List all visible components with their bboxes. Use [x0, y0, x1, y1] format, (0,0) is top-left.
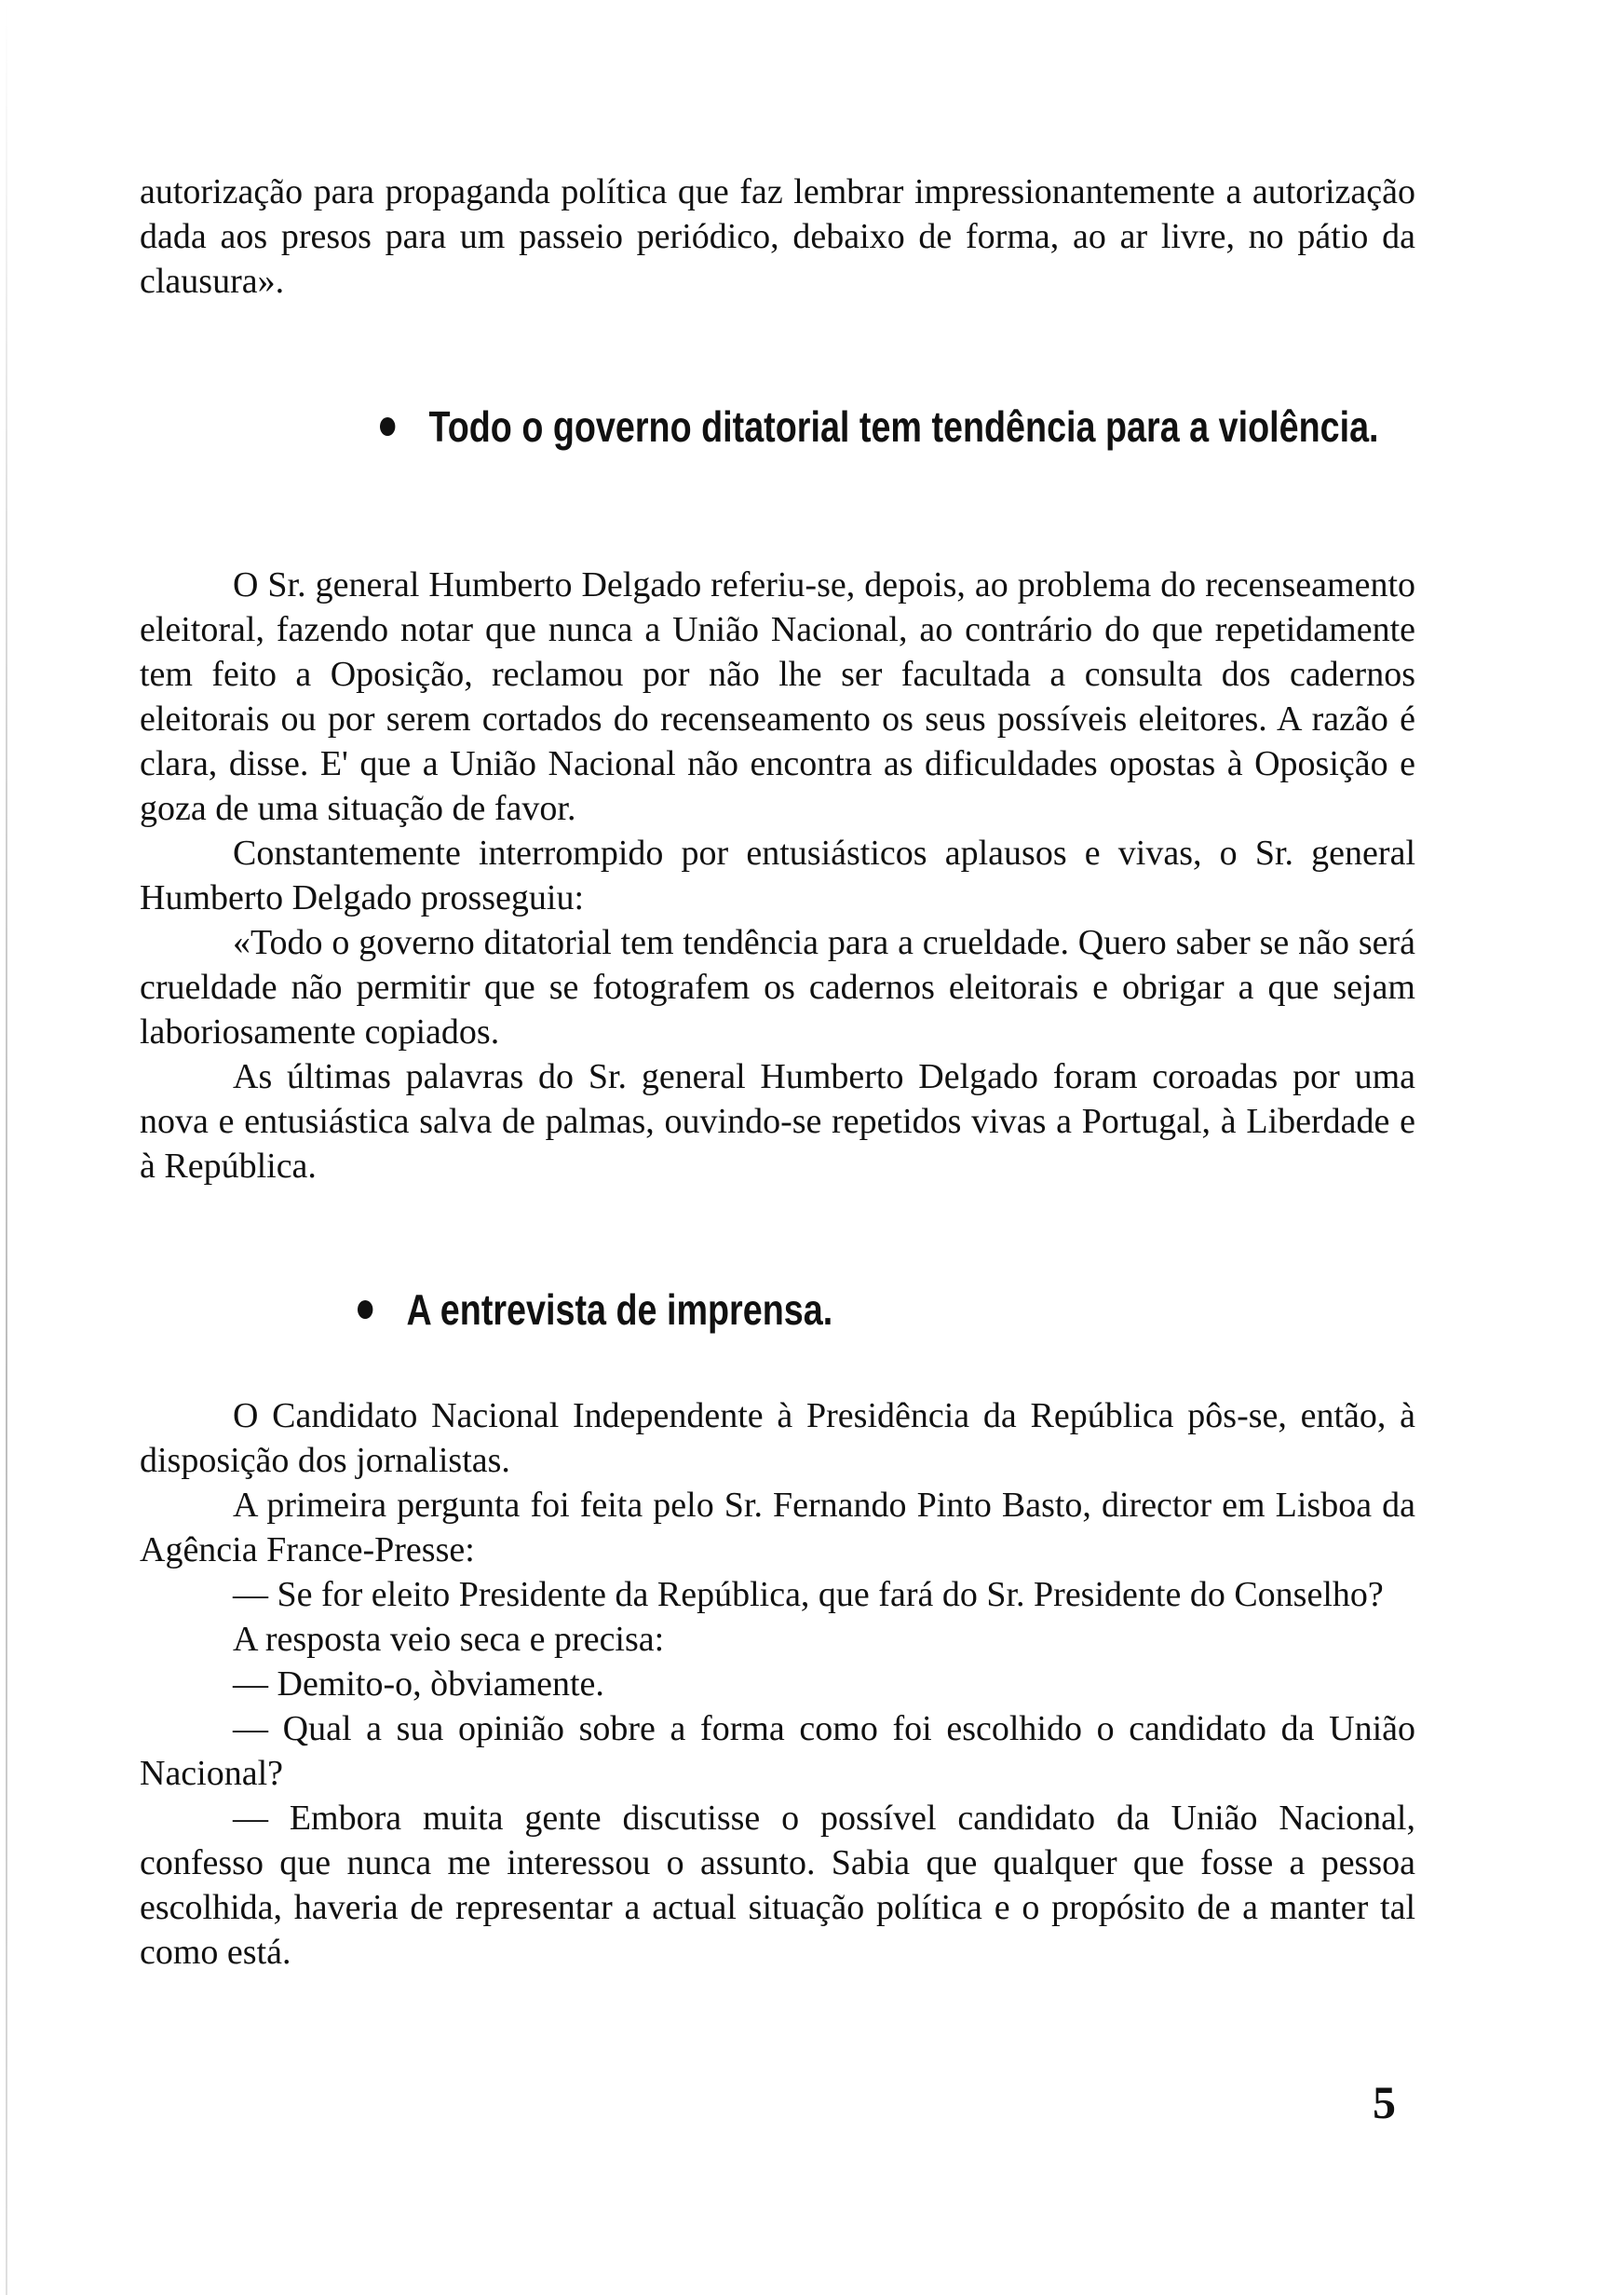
intro-paragraph: autorização para propaganda política que faz lembrar impressionantemente a autorização dada aos presos para um passeio periódico, debaixo de forma, ao ar livre, no pátio da clausura».: [140, 172, 1415, 301]
bullet-icon: [380, 417, 395, 436]
section1-body: [140, 563, 1415, 1188]
intro-block: [140, 170, 1415, 304]
body-paragraph: O Sr. general Humberto Delgado referiu-se, depois, ao problema do recenseamento eleitoral, fazendo notar que nunca a União Nacional, ao contrário do que repetidamente tem feito a Oposição, reclamou por não lhe ser facultada a consulta dos cadernos eleitorais ou por serem cortados do recenseamento os seus possíveis eleitores. A razão é clara, disse. E' que a União Nacional não encontra as dificuldades opostas à Oposição e goza de uma situação de favor.: [140, 565, 1415, 828]
page-gutter-shadow: [6, 0, 7, 2295]
bullet-icon: [358, 1300, 372, 1319]
body-paragraph: A primeira pergunta foi feita pelo Sr. Fernando Pinto Basto, director em Lisboa da Agência France-Presse:: [140, 1486, 1415, 1569]
section1-heading: Todo o governo ditatorial tem tendência para a violência.: [428, 402, 1379, 451]
section2-body: [140, 1393, 1415, 1975]
dialogue-line: — Embora muita gente discutisse o possível candidato da União Nacional, confesso que nunca me interessou o assunto. Sabia que qualquer que fosse a pessoa escolhida, haveria de representar a actual situação política e o propósito de a manter tal como está.: [140, 1799, 1415, 1972]
body-paragraph: «Todo o governo ditatorial tem tendência para a crueldade. Quero saber se não será crueldade não permitir que se fotografem os cadernos eleitorais e obrigar a que sejam laboriosamente copiados.: [140, 923, 1415, 1052]
section1-heading-block: [380, 401, 1624, 453]
section2-heading: A entrevista de imprensa.: [406, 1285, 833, 1334]
section-heading: [380, 401, 1418, 453]
body-paragraph: A resposta veio seca e precisa:: [233, 1620, 665, 1659]
dialogue-line: — Qual a sua opinião sobre a forma como foi escolhido o candidato da União Nacional?: [140, 1709, 1415, 1793]
body-paragraph: As últimas palavras do Sr. general Humberto Delgado foram coroadas por uma nova e entusiástica salva de palmas, ouvindo-se repetidos vivas a Portugal, à Liberdade e à República.: [140, 1057, 1415, 1186]
body-paragraph: Constantemente interrompido por entusiásticos aplausos e vivas, o Sr. general Humberto Delgado prosseguiu:: [140, 834, 1415, 917]
page-number: 5: [1373, 2076, 1396, 2128]
dialogue-line: — Demito-o, òbviamente.: [233, 1664, 604, 1704]
section-heading: [358, 1283, 1350, 1336]
section2-heading-block: [358, 1283, 1568, 1336]
body-paragraph: O Candidato Nacional Independente à Presidência da República pôs-se, então, à disposição dos jornalistas.: [140, 1396, 1415, 1480]
dialogue-line: — Se for eleito Presidente da República, que fará do Sr. Presidente do Conselho?: [233, 1575, 1384, 1614]
